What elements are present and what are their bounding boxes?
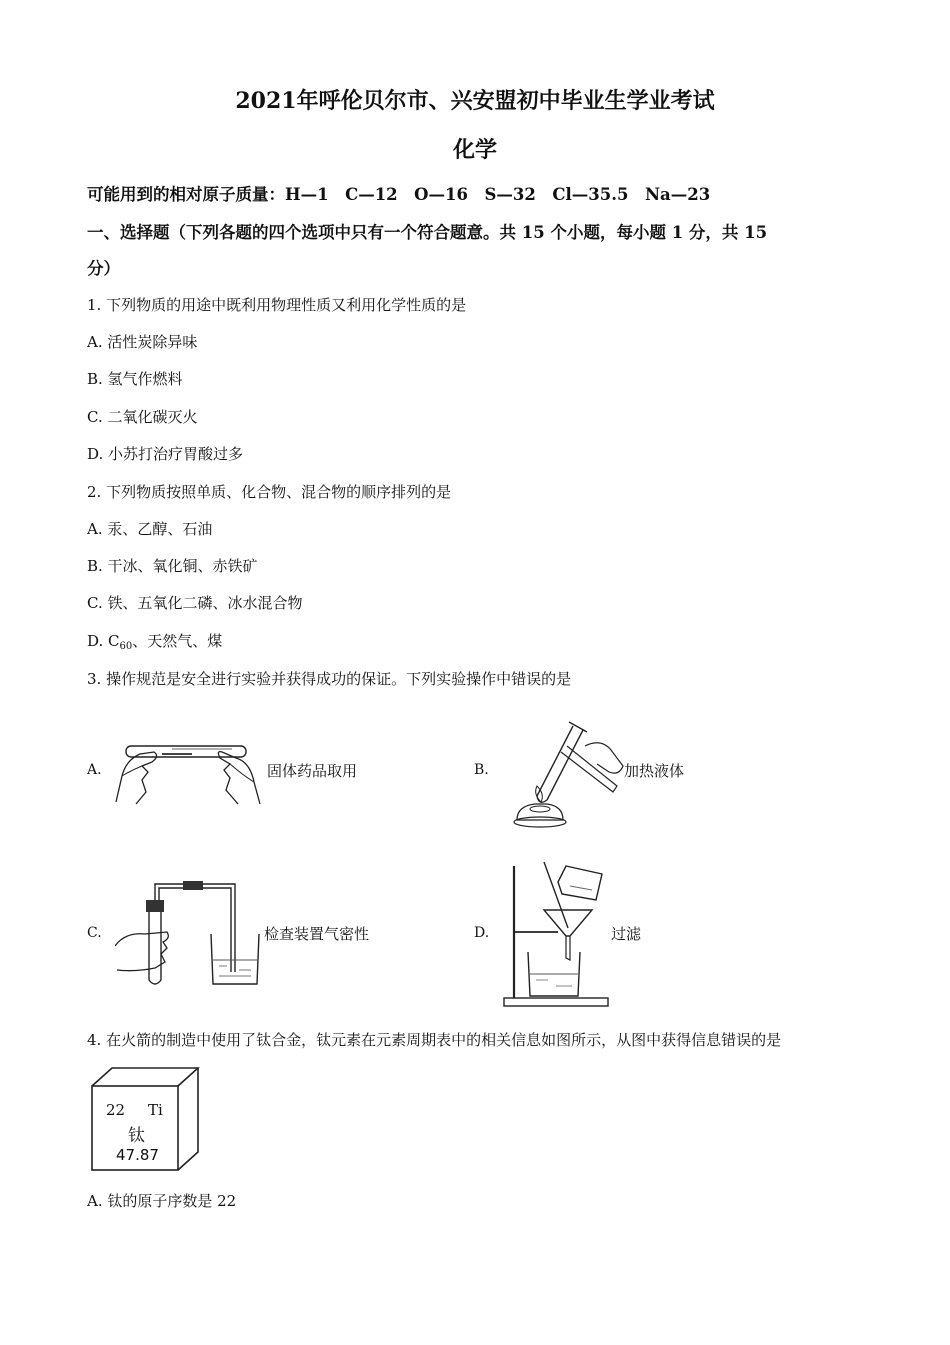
q1-option-b: B. 氢气作燃料: [87, 370, 183, 388]
q2-stem: 2. 下列物质按照单质、化合物、混合物的顺序排列的是: [87, 483, 452, 501]
section-heading-cont: 分）: [87, 259, 120, 278]
q3-fig-d-letter: D.: [474, 925, 490, 941]
test-tube-solid-sampling-icon: [112, 732, 264, 806]
section-heading: 一、选择题（下列各题的四个选项中只有一个符合题意。共 15 个小题，每小题 1 分，共 15: [87, 223, 768, 242]
element-mass: 47.87: [116, 1146, 159, 1164]
q2-option-d-rest: 、天然气、煤: [132, 632, 223, 650]
q3-fig-b-label: 加热液体: [624, 762, 685, 780]
q1-option-c: C. 二氧化碳灭火: [87, 408, 198, 426]
subject-title: 化学: [452, 137, 497, 163]
q3-fig-a-label: 固体药品取用: [267, 762, 358, 780]
q3-fig-c-label: 检查装置气密性: [264, 925, 370, 943]
q2-option-c: C. 铁、五氧化二磷、冰水混合物: [87, 594, 303, 612]
q3-fig-b-letter: B.: [474, 762, 489, 778]
heating-liquid-icon: [497, 716, 625, 832]
q1-option-d: D. 小苏打治疗胃酸过多: [87, 445, 244, 463]
q3-stem: 3. 操作规范是安全进行实验并获得成功的保证。下列实验操作中错误的是: [87, 670, 572, 688]
filtration-icon: [500, 860, 612, 1010]
q2-option-d-subscript: 60: [119, 641, 133, 652]
airtightness-check-icon: [115, 876, 263, 988]
q2-option-a: A. 汞、乙醇、石油: [87, 520, 213, 538]
q4-option-a: A. 钛的原子序数是 22: [87, 1192, 237, 1210]
q4-stem: 4. 在火箭的制造中使用了钛合金，钛元素在元素周期表中的相关信息如图所示，从图中获得信息错误的是: [87, 1031, 782, 1049]
q3-fig-a-letter: A.: [87, 762, 102, 778]
element-card: [90, 1066, 200, 1172]
element-name: 钛: [128, 1126, 145, 1146]
q1-option-a: A. 活性炭除异味: [87, 333, 198, 351]
exam-title: 2021年呼伦贝尔市、兴安盟初中毕业生学业考试: [235, 88, 715, 114]
atomic-mass-line: 可能用到的相对原子质量：H—1 C—12 O—16 S—32 Cl—35.5 Na—23: [87, 185, 711, 204]
q2-option-d: [87, 630, 222, 652]
q3-fig-d-label: 过滤: [611, 925, 642, 943]
element-number: 22: [106, 1101, 126, 1119]
q3-fig-c-letter: C.: [87, 925, 102, 941]
element-symbol: Ti: [148, 1101, 163, 1119]
q1-stem: 1. 下列物质的用途中既利用物理性质又利用化学性质的是: [87, 296, 467, 314]
q2-option-b: B. 干冰、氧化铜、赤铁矿: [87, 557, 258, 575]
q2-option-d-prefix: D. C: [87, 632, 120, 650]
